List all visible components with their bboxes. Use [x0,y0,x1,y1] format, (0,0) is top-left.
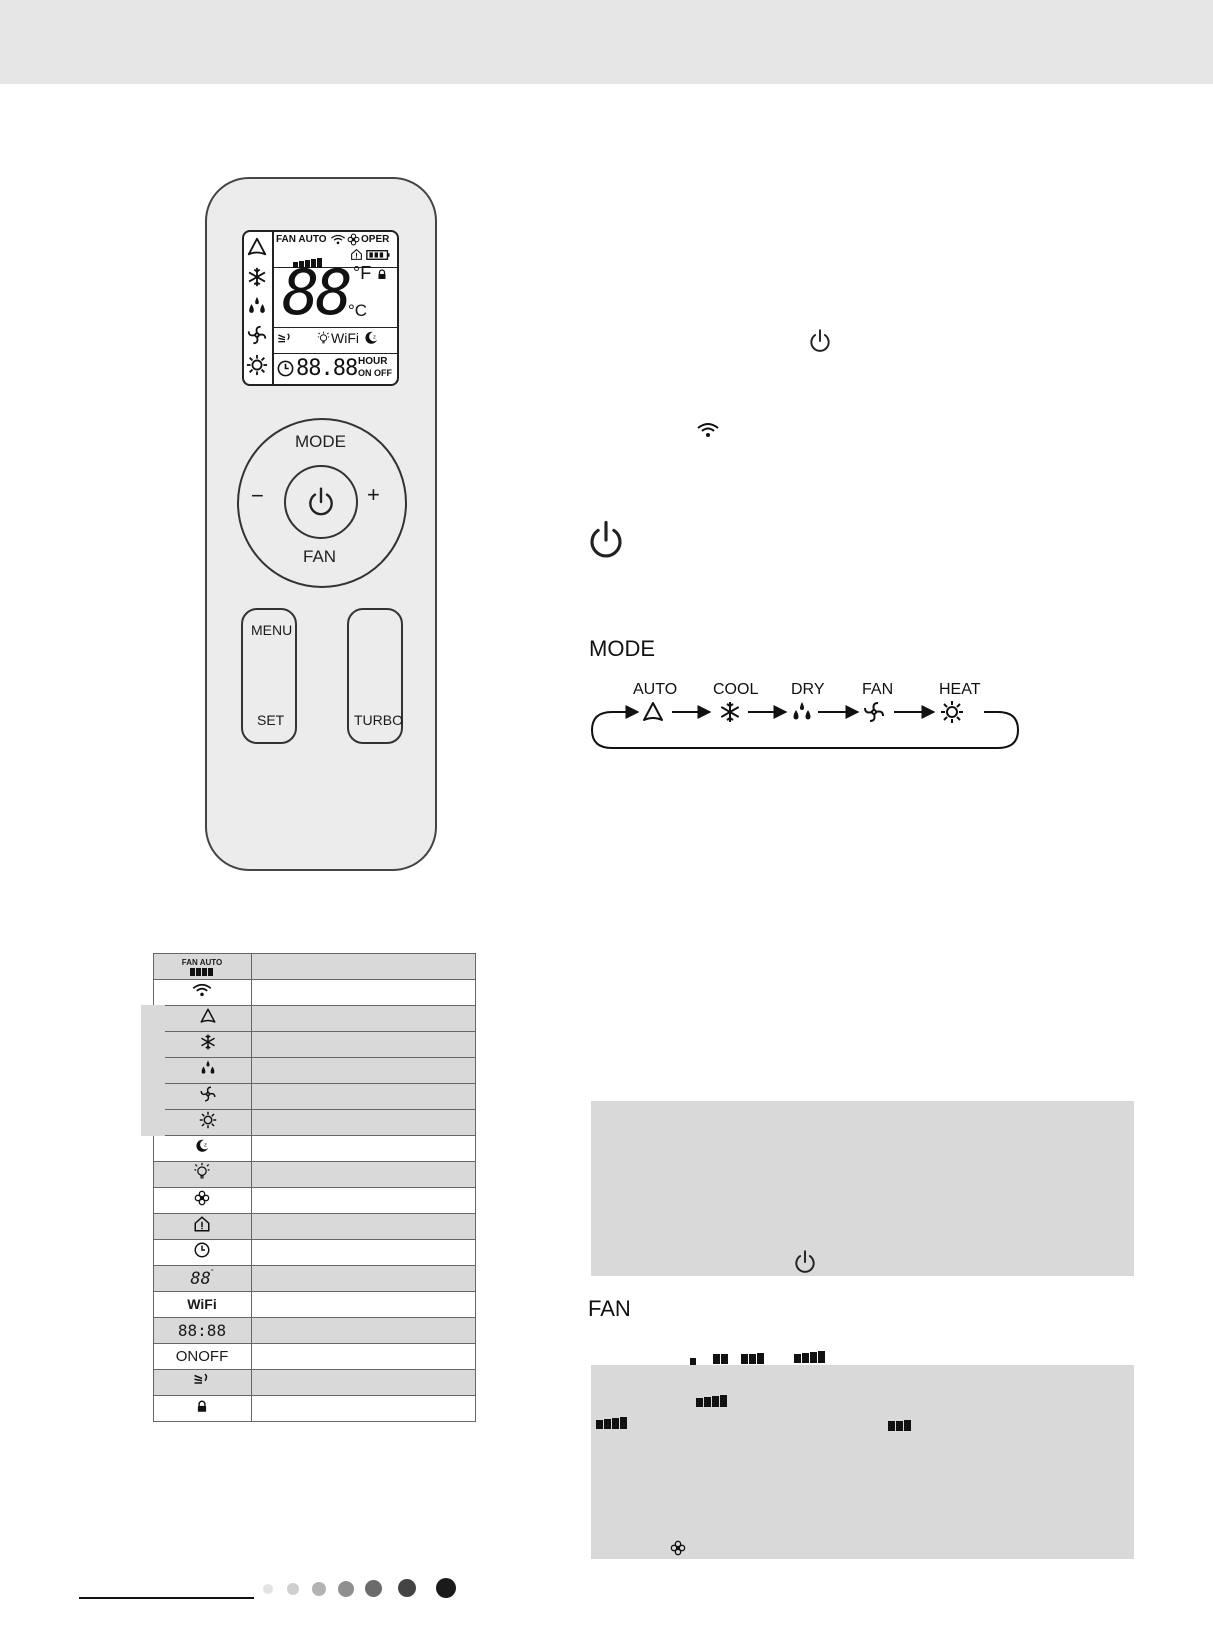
fan-small-icon [194,1190,210,1206]
lcd-oper-label: OPER [361,234,390,245]
plus-button[interactable]: + [367,482,380,507]
lcd-hour-label: HOUR [358,356,388,367]
heat-sun-icon [940,700,964,724]
power-icon [585,519,627,561]
footer-dot [312,1582,326,1596]
mode-label-cool: COOL [713,681,759,698]
table-row [153,1396,475,1422]
footer-dot [338,1581,354,1597]
cool-snowflake-icon [246,266,268,288]
table-row [153,1006,475,1032]
table-row [153,1240,475,1266]
footer-rule [79,1597,254,1599]
cool-snowflake-icon [199,1033,217,1051]
lcd-temperature-digits: 88 [282,256,349,329]
fan-speed-high-bars [794,1345,826,1358]
table-row [153,1162,475,1188]
dry-drops-icon [199,1059,217,1077]
lcd-unit-c: °C [348,301,368,320]
light-bulb-icon [316,331,331,346]
lock-icon [195,1399,209,1414]
sleep-moon-icon [194,1138,210,1154]
lcd-symbol-table [141,953,476,1422]
fan-button-label[interactable]: FAN [303,547,337,566]
table-row [153,954,475,980]
table-row: 88° [153,1266,475,1292]
fan-small-icon [347,233,360,246]
fan-speed-high-bars [596,1411,628,1424]
cool-snowflake-icon [718,700,742,724]
light-bulb-icon [192,1162,212,1182]
signal-icon [696,422,720,438]
fan-speed-low-bars [690,1348,697,1360]
table-row [153,1136,475,1162]
lcd-fan-auto-label: FAN AUTO [276,234,327,245]
home-alert-icon [350,248,363,261]
table-row [153,1058,475,1084]
lcd-on-off-label: ON OFF [358,368,392,378]
heat-sun-icon [246,354,268,376]
mode-label-dry: DRY [791,681,825,698]
table-row [153,1032,475,1058]
turbo-label: TURBO [354,712,403,728]
mode-label-auto: AUTO [633,681,678,698]
table-temperature-digits: 88 [190,1268,211,1289]
power-icon [807,328,833,354]
table-wifi-label: WiFi [187,1295,217,1312]
table-row [153,1344,475,1370]
footer-dot [436,1578,456,1598]
footer-dot [365,1580,382,1597]
lock-icon [376,268,388,281]
table-onoff-label: ONOFF [175,1347,229,1365]
home-alert-icon [193,1215,211,1233]
table-row [153,1370,475,1396]
battery-icon [365,249,391,261]
table-row [153,980,475,1006]
footer-dot [398,1579,416,1597]
footer-dot [263,1584,273,1594]
clock-icon [276,359,295,378]
heat-sun-icon [199,1111,217,1129]
table-row [153,1292,475,1318]
auto-mode-icon [641,700,665,724]
power-icon [305,486,337,518]
fan-speed-bars-icon [154,967,251,976]
mode-label-heat: HEAT [939,681,981,698]
minus-button[interactable]: − [251,483,264,508]
table-row [153,1084,475,1110]
table-clock-digits: 88:88 [177,1320,227,1340]
table-row [153,1318,475,1344]
clock-icon [193,1241,211,1259]
fan-speed-medium-bars [888,1413,912,1425]
set-label: SET [257,712,285,728]
fan-speed-high-bars [696,1389,728,1402]
table-row [153,1188,475,1214]
mode-label-fan: FAN [862,681,894,698]
fan-small-icon [670,1540,686,1556]
signal-icon [191,983,213,997]
table-fan-auto-label: FAN AUTO [181,957,223,967]
auto-mode-icon [246,236,268,258]
auto-mode-icon [199,1007,217,1025]
note-box [591,1365,1134,1559]
fan-swirl-icon [199,1085,217,1103]
sleep-moon-icon [363,330,379,346]
lcd-unit-f: °F [353,263,372,283]
power-icon [792,1249,818,1275]
mode-button-label[interactable]: MODE [295,432,346,451]
swing-icon [192,1371,212,1389]
fan-swirl-icon [246,324,268,346]
fan-heading: FAN [588,1296,631,1321]
lcd-wifi-label: WiFi [331,330,359,346]
footer-dot [287,1583,299,1595]
lcd-timer-digits: 88.88 [296,356,358,381]
header-band [0,0,1213,84]
table-row [153,1214,475,1240]
lcd-divider [274,353,397,354]
fan-swirl-icon [862,700,886,724]
fan-speed-medium-bars [741,1346,765,1358]
dry-drops-icon [246,295,268,317]
menu-label: MENU [251,622,293,638]
note-box [591,1101,1134,1276]
table-row [153,1110,475,1136]
dry-drops-icon [790,700,814,724]
swing-icon [276,331,294,347]
signal-icon [330,234,346,245]
mode-heading: MODE [589,636,655,661]
lcd-divider-vertical [272,232,274,384]
fan-speed-medium-low-bars [713,1346,729,1358]
